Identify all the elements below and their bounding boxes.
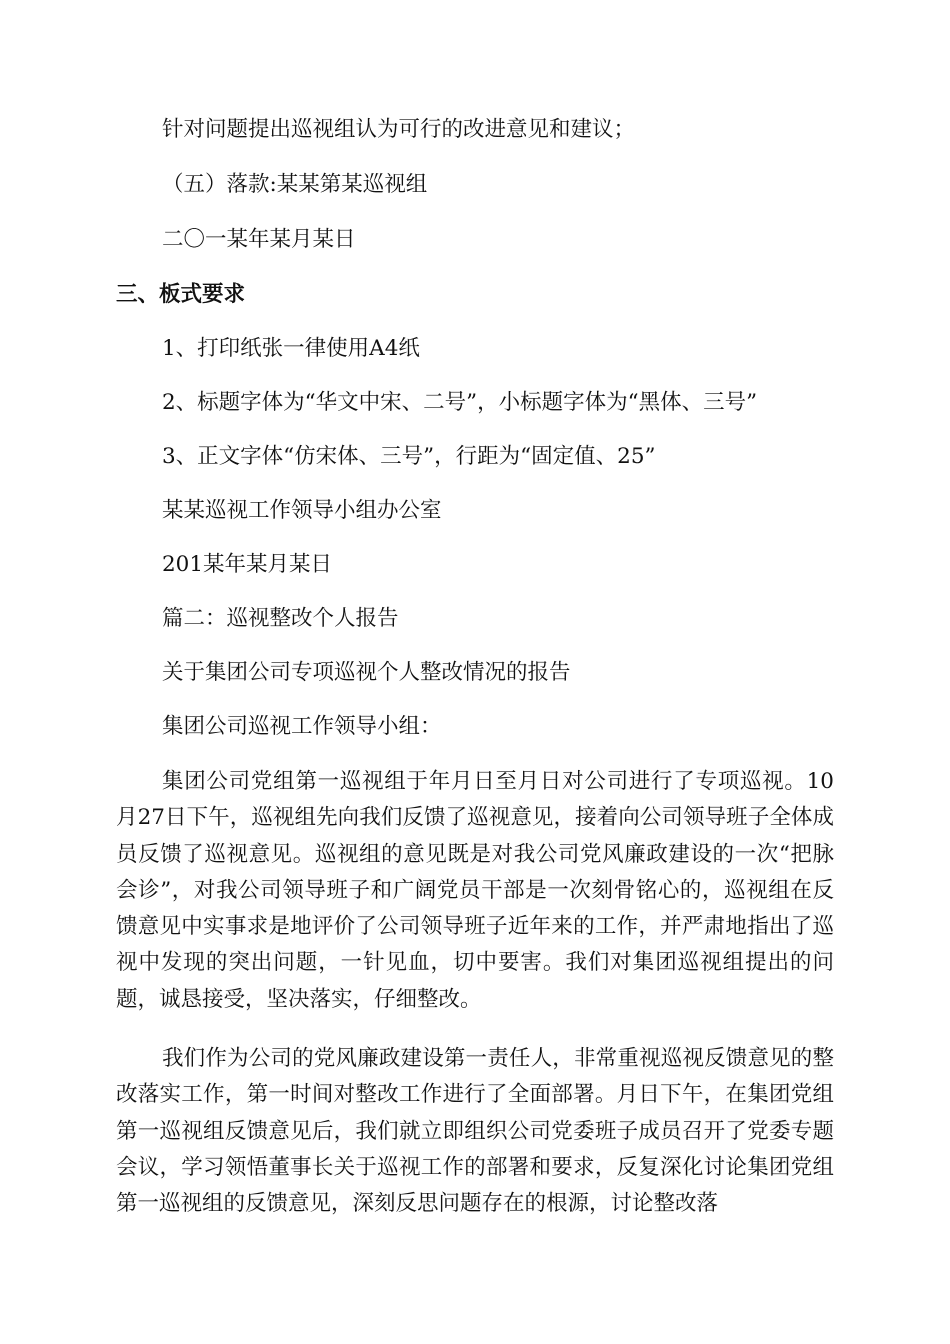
body-paragraph: 集团公司党组第一巡视组于年月日至月日对公司进行了专项巡视。10月27日下午，巡视组先向我们反馈了巡视意见，接着向公司领导班子全体成员反馈了巡视意见。巡视组的意见既是对我公司党风廉政建设的一次“把脉会诊”，对我公司领导班子和广阔党员干部是一次刻骨铭心的，巡视组在反馈意见中实事求是地评价了公司领导班子近年来的工作，并严肃地指出了巡视中发现的突出问题，一针见血，切中要害。我们对集团巡视组提出的问题，诚恳接受，坚决落实，仔细整改。 [116, 769, 834, 1012]
salutation: 集团公司巡视工作领导小组： [162, 714, 442, 739]
requirement-item: 2、标题字体为“华文中宋、二号”，小标题字体为“黑体、三号” [162, 390, 758, 415]
requirement-item: 3、正文字体“仿宋体、三号”，行距为“固定值、25” [162, 444, 656, 469]
article-label: 篇二：巡视整改个人报告 [162, 606, 399, 631]
requirement-item: 1、打印纸张一律使用A4纸 [162, 336, 420, 361]
report-title: 关于集团公司专项巡视个人整改情况的报告 [162, 660, 571, 685]
signature-office: 某某巡视工作领导小组办公室 [162, 498, 442, 523]
section-heading: 三、板式要求 [116, 282, 246, 307]
signature-date: 201某年某月某日 [162, 552, 333, 577]
text-line-signature-item: （五）落款:某某第某巡视组 [162, 172, 428, 197]
text-line-date-template: 二〇一某年某月某日 [162, 227, 356, 252]
body-paragraph: 我们作为公司的党风廉政建设第一责任人，非常重视巡视反馈意见的整改落实工作，第一时间对整改工作进行了全面部署。月日下午，在集团党组第一巡视组反馈意见后，我们就立即组织公司党委班子成员召开了党委专题会议，学习领悟董事长关于巡视工作的部署和要求，反复深化讨论集团党组第一巡视组的反馈意见，深刻反思问题存在的根源，讨论整改落 [116, 1046, 834, 1217]
text-line-suggestions: 针对问题提出巡视组认为可行的改进意见和建议； [162, 117, 636, 142]
